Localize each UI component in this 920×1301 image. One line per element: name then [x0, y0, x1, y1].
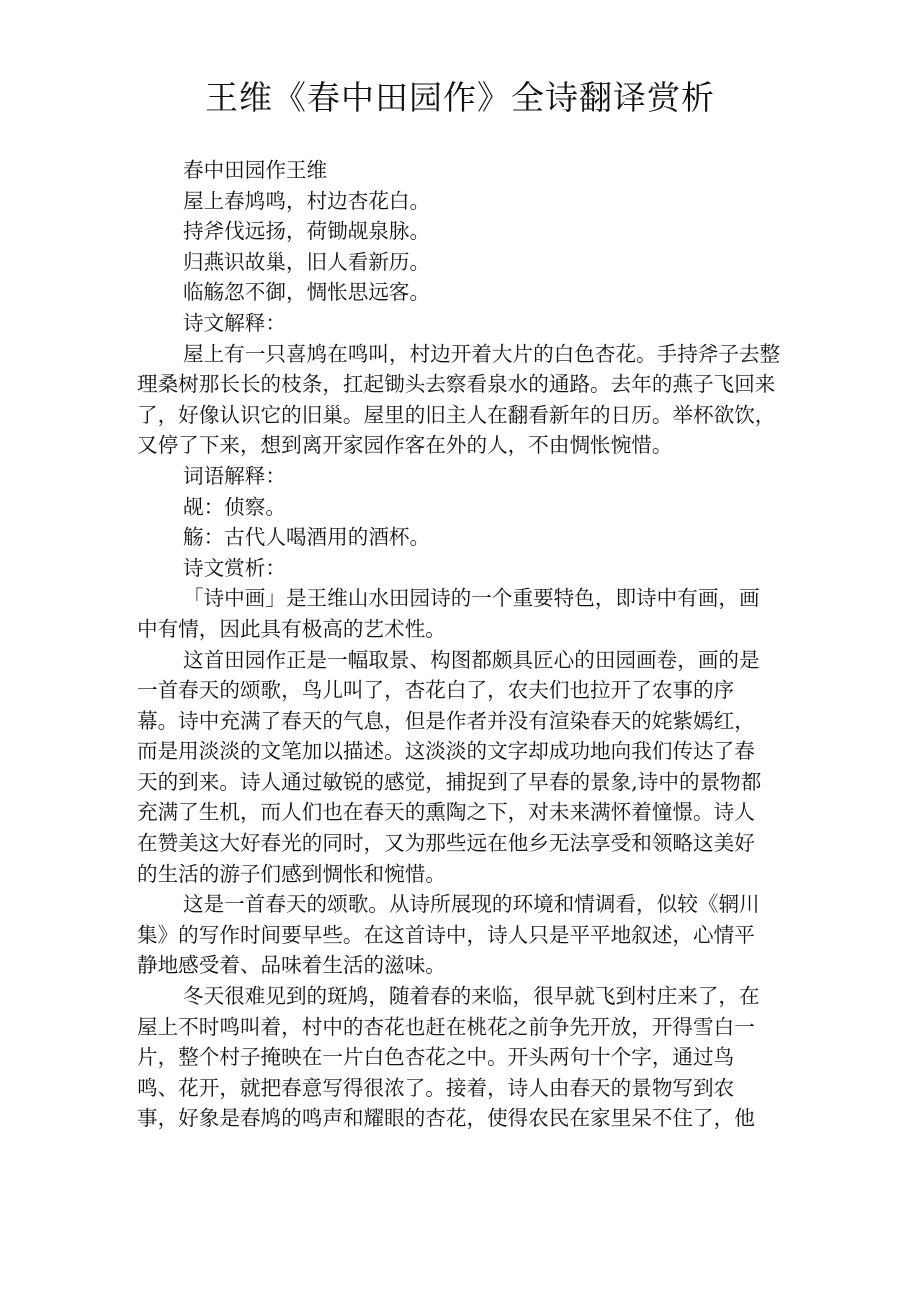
translation-line: 理桑树那长长的枝条，扛起锄头去察看泉水的通路。去年的燕子飞回来	[137, 372, 776, 397]
poem-line: 临觞忽不御，惆怅思远客。	[183, 280, 431, 305]
translation-line: 了，好像认识它的旧巢。屋里的旧主人在翻看新年的日历。举杯欲饮，	[137, 402, 776, 427]
translation-heading: 诗文解释：	[183, 310, 286, 335]
analysis-line: 这是一首春天的颂歌。从诗所展现的环境和情调看，似较《辋川	[183, 892, 760, 917]
poem-line: 持斧伐远扬，荷锄觇泉脉。	[183, 219, 431, 244]
analysis-line: 静地感受着、品味着生活的滋味。	[137, 953, 446, 978]
analysis-line: 屋上不时鸣叫着，村中的杏花也赶在桃花之前争先开放，开得雪白一	[137, 1014, 755, 1039]
analysis-line: 而是用淡淡的文笔加以描述。这淡淡的文字却成功地向我们传达了春	[137, 739, 755, 764]
analysis-line: 鸣、花开，就把春意写得很浓了。接着，诗人由春天的景物写到农	[137, 1075, 735, 1100]
document-body	[137, 155, 797, 1134]
poem-heading: 春中田园作王维	[183, 158, 328, 182]
analysis-line: 事，好象是春鸠的鸣声和耀眼的杏花，使得农民在家里呆不住了，他	[137, 1106, 755, 1131]
analysis-line: 幕。诗中充满了春天的气息，但是作者并没有渲染春天的姹紫嫣红，	[137, 708, 755, 733]
poem-line: 屋上春鸠鸣，村边杏花白。	[183, 188, 431, 213]
analysis-line: 的生活的游子们感到惆怅和惋惜。	[137, 861, 446, 886]
analysis-line: 天的到来。诗人通过敏锐的感觉，捕捉到了早春的景象,诗中的景物都	[137, 769, 762, 794]
translation-line: 又停了下来，想到离开家园作客在外的人，不由惆怅惋惜。	[137, 433, 673, 458]
analysis-heading: 诗文赏析：	[183, 555, 286, 580]
analysis-line: 一首春天的颂歌，鸟儿叫了，杏花白了，农夫们也拉开了农事的序	[137, 678, 735, 703]
analysis-line: 集》的写作时间要早些。在这首诗中，诗人只是平平地叙述，心情平	[137, 922, 755, 947]
glossary-item: 觞：古代人喝酒用的酒杯。	[183, 525, 431, 550]
document-title: 王维《春中田园作》全诗翻译赏析	[205, 78, 715, 117]
translation-line: 屋上有一只喜鸠在鸣叫，村边开着大片的白色杏花。手持斧子去整	[183, 341, 781, 366]
analysis-line: 「诗中画」是王维山水田园诗的一个重要特色，即诗中有画，画	[183, 586, 760, 611]
glossary-item: 觇：侦察。	[183, 494, 286, 519]
analysis-line: 片，整个村子掩映在一片白色杏花之中。开头两句十个字，通过鸟	[137, 1045, 735, 1070]
analysis-line: 冬天很难见到的斑鸠，随着春的来临，很早就飞到村庄来了，在	[183, 984, 760, 1009]
analysis-line: 在赞美这大好春光的同时，又为那些远在他乡无法享受和领略这美好	[137, 831, 755, 856]
analysis-line: 这首田园作正是一幅取景、构图都颇具匠心的田园画卷，画的是	[183, 647, 760, 672]
analysis-line: 充满了生机，而人们也在春天的熏陶之下，对未来满怀着憧憬。诗人	[137, 800, 755, 825]
poem-line: 归燕识故巢，旧人看新历。	[183, 249, 431, 274]
analysis-line: 中有情，因此具有极高的艺术性。	[137, 616, 446, 641]
glossary-heading: 词语解释：	[183, 463, 286, 488]
